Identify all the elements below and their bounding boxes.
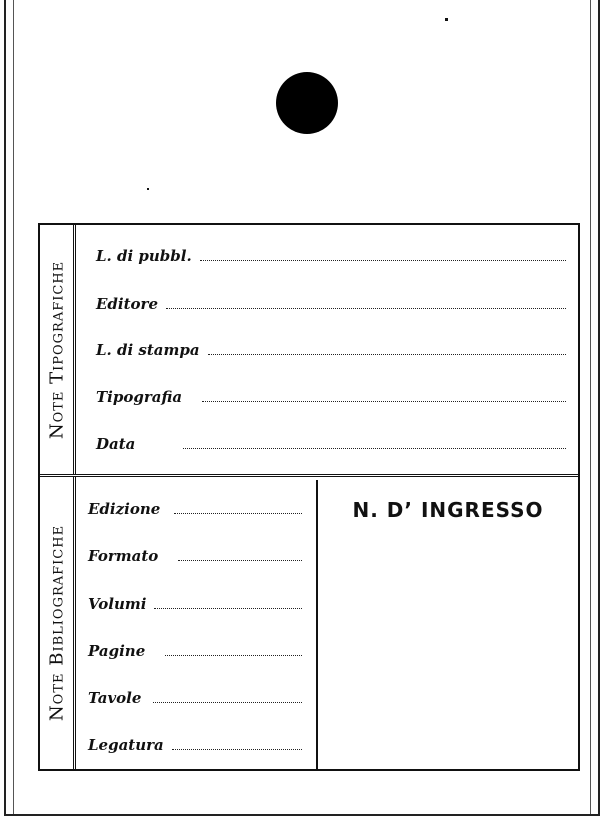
field-formato[interactable]: [88, 547, 302, 565]
field-dotted-line[interactable]: [202, 400, 566, 402]
punch-hole: [276, 72, 338, 134]
note-tipografiche-section: [40, 225, 578, 477]
field-label: Legatura: [88, 736, 164, 754]
field-l-di-pubbl[interactable]: [96, 247, 566, 265]
ingresso-title: N. D’ INGRESSO: [352, 498, 544, 522]
field-label: L. di pubbl.: [96, 247, 192, 265]
field-label: Editore: [96, 295, 158, 313]
ingresso-box[interactable]: [316, 480, 578, 769]
note-tipografiche-title-text: Note Tipografiche: [46, 260, 67, 439]
field-tavole[interactable]: [88, 689, 302, 707]
field-label: Tavole: [88, 689, 142, 707]
card-form: [38, 223, 580, 771]
field-label: Data: [96, 435, 136, 453]
field-l-di-stampa[interactable]: [96, 341, 566, 359]
field-data[interactable]: [96, 435, 566, 453]
field-dotted-line[interactable]: [172, 748, 302, 750]
field-label: Volumi: [88, 595, 147, 613]
field-edizione[interactable]: [88, 500, 302, 518]
field-dotted-line[interactable]: [154, 607, 302, 609]
speck: [147, 188, 149, 190]
field-pagine[interactable]: [88, 642, 302, 660]
note-bibliografiche-title-text: Note Bibliografiche: [46, 524, 67, 722]
speck: [445, 18, 448, 21]
field-label: Edizione: [88, 500, 161, 518]
field-dotted-line[interactable]: [183, 447, 566, 449]
field-label: Tipografia: [96, 388, 183, 406]
field-dotted-line[interactable]: [153, 701, 302, 703]
field-dotted-line[interactable]: [208, 353, 566, 355]
field-dotted-line[interactable]: [174, 512, 302, 514]
field-dotted-line[interactable]: [165, 654, 302, 656]
field-legatura[interactable]: [88, 736, 302, 754]
field-label: Pagine: [88, 642, 146, 660]
field-dotted-line[interactable]: [178, 559, 302, 561]
field-editore[interactable]: [96, 295, 566, 313]
field-tipografia[interactable]: [96, 388, 566, 406]
field-label: L. di stampa: [96, 341, 200, 359]
field-label: Formato: [88, 547, 159, 565]
note-bibliografiche-side-title: [40, 477, 76, 769]
field-dotted-line[interactable]: [166, 307, 566, 309]
field-volumi[interactable]: [88, 595, 302, 613]
field-dotted-line[interactable]: [200, 259, 566, 261]
note-tipografiche-side-title: [40, 225, 76, 474]
